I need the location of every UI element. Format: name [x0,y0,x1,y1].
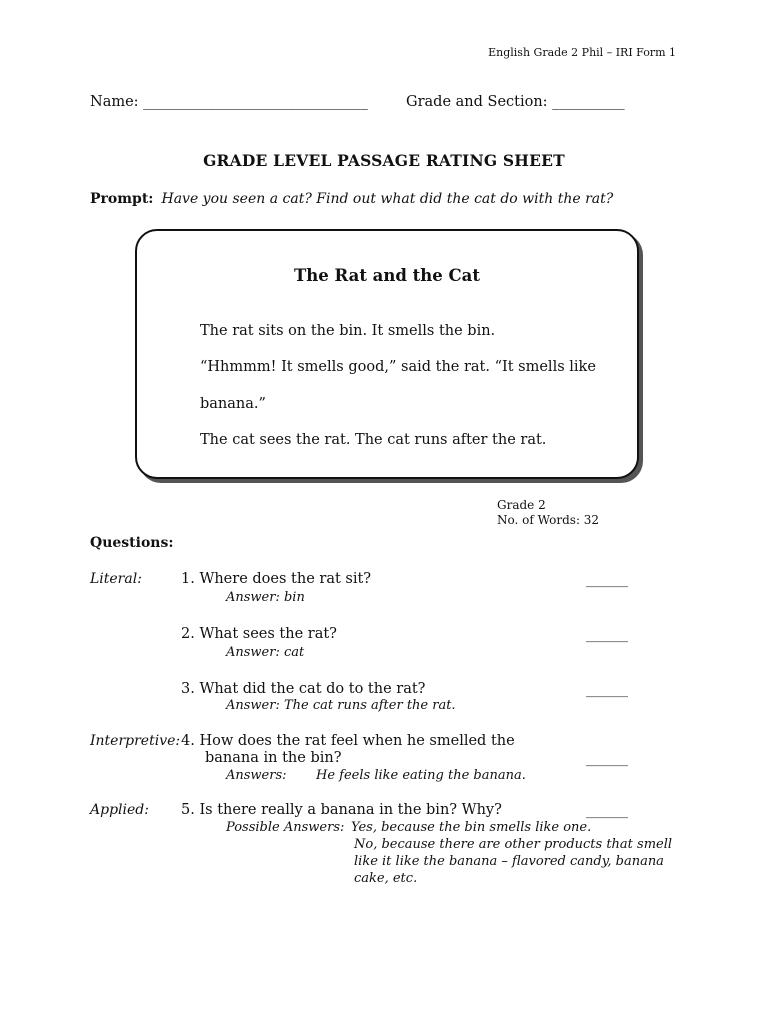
story-box [135,229,639,479]
document-header: English Grade 2 Phil – IRI Form 1 [488,46,676,59]
prompt-label: Prompt: [90,191,154,207]
story-title: The Rat and the Cat [294,266,480,285]
score-blank-2[interactable]: ______ [586,627,628,643]
question-2: 2. What sees the rat? [181,626,337,642]
question-4: 4. How does the rat feel when he smelled the [181,733,515,749]
category-interpretive: Interpretive: [90,733,181,749]
score-blank-3[interactable]: ______ [586,682,628,698]
score-blank-5[interactable]: ______ [586,803,628,819]
word-count: No. of Words: 32 [497,513,600,527]
answer-2: Answer: cat [226,645,305,660]
prompt-text: Have you seen a cat? Find out what did the cat do with the rat? [161,191,614,207]
name-field[interactable]: Name: _______________________________ [90,94,368,110]
answer-1: Answer: bin [226,590,305,605]
answer-4-label: Answers: [226,768,287,783]
answer-5-line: No, because there are other products that smell [354,837,673,852]
answer-3: Answer: The cat runs after the rat. [226,698,456,713]
story-line: The rat sits on the bin. It smells the bin. [200,323,496,339]
story-line: The cat sees the rat. The cat runs after the rat. [200,432,547,448]
answer-5-label: Possible Answers: [226,820,345,835]
answer-5-line: cake, etc. [354,871,418,886]
score-blank-1[interactable]: ______ [586,572,628,588]
questions-heading: Questions: [90,535,174,551]
question-4-continued: banana in the bin? [205,750,342,766]
category-literal: Literal: [90,571,142,587]
question-1: 1. Where does the rat sit? [181,571,372,587]
answer-5-line: like it like the banana – flavored candy, banana [354,854,664,869]
page-title: GRADE LEVEL PASSAGE RATING SHEET [203,151,565,170]
grade-section-field[interactable]: Grade and Section: __________ [406,94,625,110]
answer-5-line: Yes, because the bin smells like one. [351,820,592,835]
answer-4: He feels like eating the banana. [316,768,526,783]
story-line: banana.” [200,396,266,412]
prompt [90,191,613,207]
grade-label: Grade 2 [497,498,546,512]
story-line: “Hhmmm! It smells good,” said the rat. “It smells like [200,359,596,375]
question-3: 3. What did the cat do to the rat? [181,681,426,697]
score-blank-4[interactable]: ______ [586,751,628,767]
category-applied: Applied: [90,802,149,818]
question-5: 5. Is there really a banana in the bin? Why? [181,802,502,818]
